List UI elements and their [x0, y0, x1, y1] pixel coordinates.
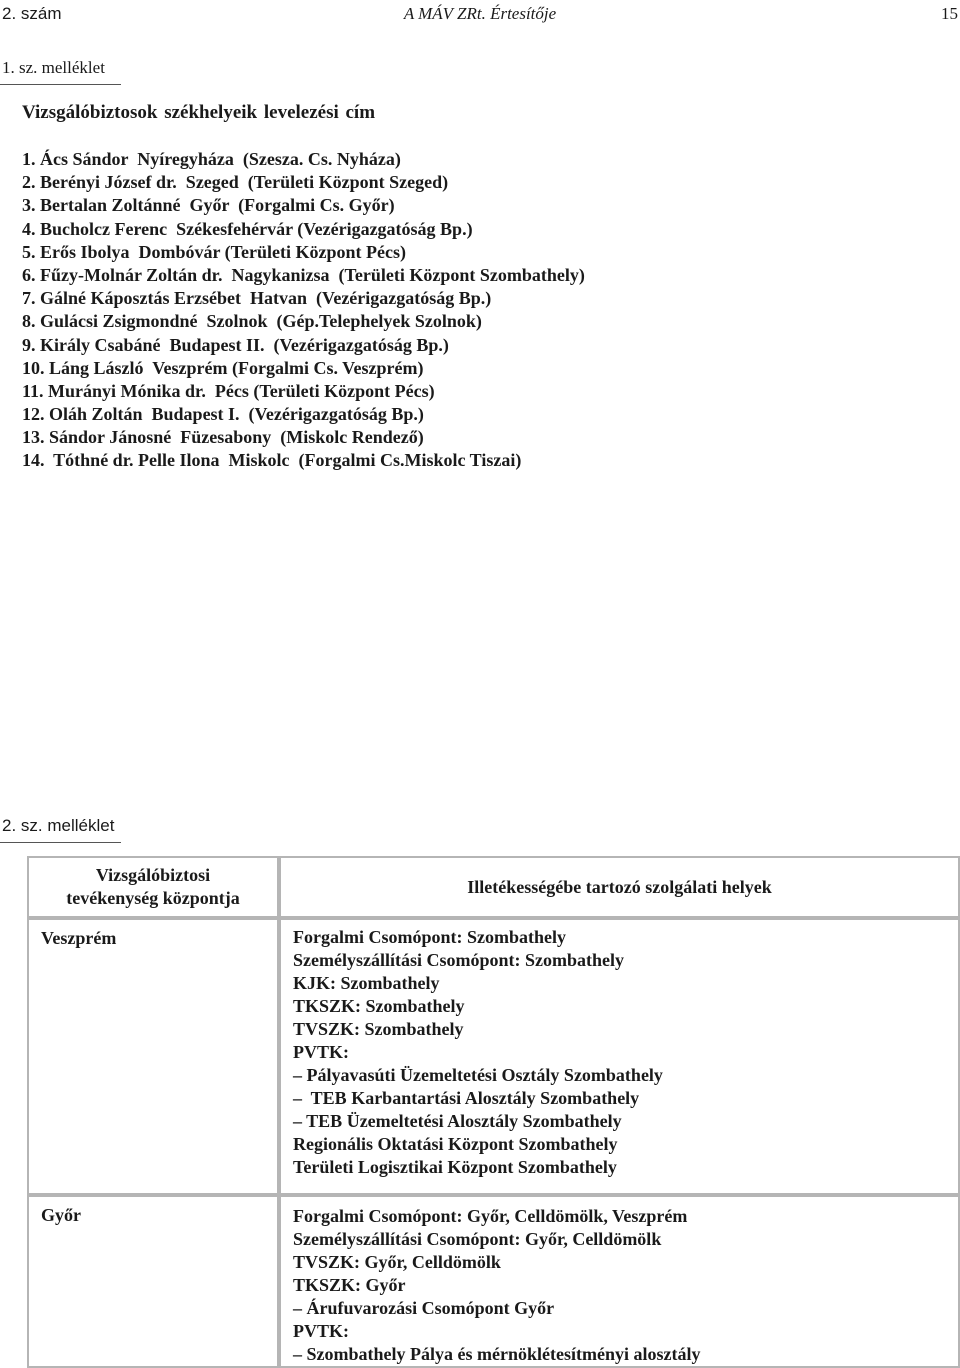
- place-item: Területi Logisztikai Központ Szombathely: [293, 1157, 617, 1177]
- place-item: KJK: Szombathely: [293, 973, 440, 993]
- header-center-line1: Vizsgálóbiztosi: [95, 865, 211, 885]
- table-header-places: Illetékességébe tartozó szolgálati helyek: [279, 856, 960, 918]
- row-places: [279, 1195, 960, 1368]
- list-item: 5. Erős Ibolya Dombóvár (Területi Központ Pécs): [22, 241, 406, 262]
- list-item: 3. Bertalan Zoltánné Győr (Forgalmi Cs. Győr): [22, 195, 395, 216]
- table-header-center: [27, 856, 279, 918]
- place-item: – TEB Karbantartási Alosztály Szombathely: [293, 1088, 640, 1108]
- table-row: [27, 918, 960, 1195]
- list-item: 13. Sándor Jánosné Füzesabony (Miskolc Rendező): [22, 427, 424, 448]
- annex-1-label: 1. sz. melléklet: [2, 58, 105, 77]
- list-item: 7. Gálné Káposztás Erzsébet Hatvan (Vezérigazgatóság Bp.): [22, 288, 492, 309]
- list-item: 11. Murányi Mónika dr. Pécs (Területi Központ Pécs): [22, 380, 435, 401]
- table-row: [27, 1195, 960, 1368]
- issue-number: 2. szám: [2, 4, 62, 23]
- place-item: Forgalmi Csomópont: Győr, Celldömölk, Veszprém: [293, 1206, 688, 1226]
- journal-title: A MÁV ZRt. Értesítője: [403, 4, 557, 23]
- page-header: [0, 4, 960, 30]
- annex-2-label: 2. sz. melléklet: [2, 816, 115, 835]
- list-item: 1. Ács Sándor Nyíregyháza (Szesza. Cs. Nyháza): [22, 149, 401, 169]
- place-item: – TEB Üzemeltetési Alosztály Szombathely: [293, 1111, 622, 1131]
- list-item: 10. Láng László Veszprém (Forgalmi Cs. Veszprém): [22, 357, 424, 378]
- place-item: – Pályavasúti Üzemeltetési Osztály Szombathely: [293, 1065, 663, 1085]
- list-item: 4. Bucholcz Ferenc Székesfehérvár (Vezérigazgatóság Bp.): [22, 218, 473, 239]
- annex-2-underline: [0, 842, 121, 843]
- place-item: Személyszállítási Csomópont: Győr, Celldömölk: [293, 1229, 662, 1249]
- place-item: – Szombathely Pálya és mérnöklétesítményi alosztály: [293, 1344, 701, 1364]
- jurisdiction-table: [27, 856, 960, 1368]
- place-item: – Árufuvarozási Csomópont Győr: [293, 1298, 555, 1318]
- list-item: 2. Berényi József dr. Szeged (Területi Központ Szeged): [22, 172, 449, 193]
- header-center-line2: tevékenység központja: [66, 888, 240, 908]
- place-item: Személyszállítási Csomópont: Szombathely: [293, 950, 624, 970]
- investigators-list: [22, 148, 585, 473]
- place-item: Regionális Oktatási Központ Szombathely: [293, 1134, 618, 1154]
- list-item: 14. Tóthné dr. Pelle Ilona Miskolc (Forgalmi Cs.Miskolc Tiszai): [22, 450, 522, 471]
- investigators-list-title: Vizsgálóbiztosok székhelyeik levelezési cím: [22, 102, 376, 123]
- row-location: Veszprém: [27, 918, 279, 1195]
- place-item: TKSZK: Győr: [293, 1275, 406, 1295]
- place-item: TVSZK: Szombathely: [293, 1019, 464, 1039]
- list-item: 8. Gulácsi Zsigmondné Szolnok (Gép.Telephelyek Szolnok): [22, 311, 482, 332]
- list-item: 9. Király Csabáné Budapest II. (Vezérigazgatóság Bp.): [22, 334, 449, 355]
- row-places: [279, 918, 960, 1195]
- place-item: TVSZK: Győr, Celldömölk: [293, 1252, 501, 1272]
- page-number: 15: [941, 4, 958, 23]
- list-item: 12. Oláh Zoltán Budapest I. (Vezérigazgatóság Bp.): [22, 404, 424, 425]
- place-item: Forgalmi Csomópont: Szombathely: [293, 927, 566, 947]
- list-item: 6. Fűzy-Molnár Zoltán dr. Nagykanizsa (Területi Központ Szombathely): [22, 264, 585, 285]
- row-location: Győr: [27, 1195, 279, 1368]
- annex-1-underline: [0, 84, 121, 85]
- place-item: TKSZK: Szombathely: [293, 996, 465, 1016]
- place-item: PVTK:: [293, 1042, 349, 1062]
- place-item: PVTK:: [293, 1321, 349, 1341]
- table-header-row: [27, 856, 960, 918]
